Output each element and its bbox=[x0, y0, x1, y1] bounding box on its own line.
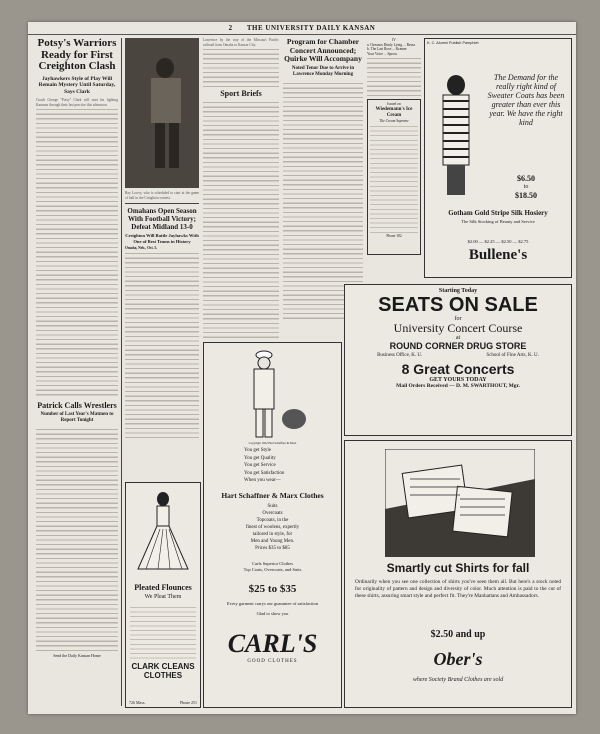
ice-cream-ad bbox=[367, 99, 421, 255]
article-body bbox=[130, 605, 196, 661]
subhead-potsy: Jayhawkers Style of Play Will Remain Mystery Until Saturday, Says Clark bbox=[38, 75, 116, 95]
concert-for: for bbox=[454, 316, 462, 322]
get-yours: GET YOURS TODAY bbox=[429, 377, 487, 383]
concert-course: University Concert Course bbox=[393, 321, 523, 335]
shirts-illustration bbox=[385, 449, 535, 557]
bullene-ad bbox=[424, 38, 572, 278]
article-body-wrestlers bbox=[36, 427, 118, 652]
shirts-headline: Smartly cut Shirts for fall bbox=[386, 561, 530, 575]
newspaper-page bbox=[28, 22, 576, 714]
shirts-copy: Ordinarily when you see one collection of shirts you've seen them all. But here's a stock noted for originality of pattern and design and diversity of color. Much attention is paid to the cut of these shirts, assuring smart style and perfect fit. They're Manhattans and Ambassadors. bbox=[355, 579, 561, 599]
masthead bbox=[28, 24, 576, 35]
column-rule bbox=[121, 38, 122, 706]
seats-on-sale: SEATS ON SALE bbox=[378, 294, 538, 316]
concert-ad bbox=[344, 284, 572, 436]
program-item-2: b. The Last Rose ... Kramer bbox=[367, 47, 407, 52]
hart-copy bbox=[204, 503, 341, 552]
mail-orders: Mail Orders Received — D. M. SWARTHOUT, Mgr. bbox=[396, 383, 520, 389]
article-body-potsy bbox=[36, 107, 118, 397]
article-lead-potsy: Coach George "Potsy" Clark will start his fighting Kansans through their last practice this afternoon. bbox=[36, 98, 118, 107]
fine-arts-office: School of Fine Arts, K. U. bbox=[486, 353, 539, 358]
hart-schaffner-brand: Hart Schaffner & Marx Clothes bbox=[221, 491, 324, 500]
you-get-quality: You get Quality bbox=[244, 455, 276, 461]
glad-to-show: Glad to show you bbox=[256, 611, 289, 616]
sport-briefs-body bbox=[203, 100, 279, 338]
hosiery-headline: Gotham Gold Stripe Silk Hosiery bbox=[448, 209, 548, 217]
clark-cleans-clothes: CLARK CLEANS CLOTHES bbox=[131, 662, 195, 680]
overcoats: Overcoats bbox=[262, 511, 283, 516]
you-get-service: You get Service bbox=[244, 463, 276, 468]
subhead-creighton: Creighton Will Battle Jayhawks With One of Best Teams in History bbox=[125, 233, 199, 244]
finest: finest of woolens, expertly bbox=[245, 525, 300, 530]
clark-cleaners-ad bbox=[125, 482, 201, 708]
sweater-copy: The Demand for the really right kind of Sweater Coats has been greater than ever this year. We have the right kind bbox=[487, 73, 565, 127]
hosiery-sub: The Silk Stocking of Beauty and Service bbox=[461, 219, 535, 224]
notice-sub: The Cream Supreme bbox=[379, 118, 409, 123]
headline-potsy: Potsy's Warriors Ready for First Creighton Clash bbox=[37, 38, 117, 72]
divider bbox=[125, 203, 199, 204]
alumni-note: K. C. Alumni Publish Pamphlet bbox=[427, 41, 479, 45]
bullene-logo: Bullene's bbox=[468, 247, 528, 263]
we-pleat: We Pleat Them bbox=[144, 594, 182, 600]
woman-sweater-illustration bbox=[431, 71, 481, 201]
football-player-photo bbox=[125, 38, 199, 188]
article-body bbox=[370, 124, 418, 234]
price-range: $25 to $35 bbox=[248, 583, 297, 595]
gentleman-illustration bbox=[234, 347, 314, 442]
dateline: Omaha, Neb., Oct. 5. bbox=[125, 246, 158, 251]
column-5 bbox=[367, 38, 421, 302]
program-item-1: a. Ozeanos Dimly Lying ... Reuss bbox=[367, 42, 416, 47]
program-item-3: Your Voice ... Spross bbox=[367, 51, 398, 56]
notice-title: Wiedemann's Ice Cream bbox=[375, 106, 413, 118]
topcoats: Topcoats, in the bbox=[256, 518, 289, 523]
carls-superior-line2: Top Coats, Overcoats, and Suits bbox=[243, 567, 302, 572]
you-get-satisfaction: You get Satisfaction bbox=[244, 470, 285, 476]
headline-omahans: Omahans Open Season With Football Victory; Defeat Midland 13-0 bbox=[127, 207, 197, 232]
copyright-caption: Copyright 1922 Hart Schaffner & Marx bbox=[248, 441, 297, 445]
price-to: to bbox=[523, 184, 529, 190]
article-body-omahans bbox=[125, 251, 199, 441]
when-you-wear: When you wear— bbox=[244, 478, 281, 483]
notice-head: Issued on bbox=[387, 102, 401, 107]
page-number: 2 bbox=[228, 24, 233, 32]
carls-superior-line1: Carls Superior Clothes bbox=[252, 561, 293, 566]
business-office: Business Office, K. U. bbox=[377, 353, 423, 358]
program-part: IV bbox=[392, 38, 396, 42]
notice-footer: Phone 182 bbox=[386, 233, 402, 238]
article-body bbox=[367, 56, 421, 96]
sport-briefs-head: Sport Briefs bbox=[220, 89, 262, 99]
footer-note: Send the Daily Kansan Home bbox=[53, 653, 101, 659]
column-3 bbox=[203, 38, 279, 338]
column-2 bbox=[125, 38, 199, 478]
eight-concerts: 8 Great Concerts bbox=[401, 361, 515, 377]
lead-text: Lawrence by the way of the Missouri Pacific railroad from Omaha to Kansas City. bbox=[203, 38, 279, 47]
player-figure-icon bbox=[125, 38, 199, 188]
obers-shirt-ad bbox=[344, 440, 572, 708]
clark-phone: Phone 251 bbox=[180, 700, 197, 705]
hosiery-prices: $2.00 — $2.25 — $2.50 — $2.75 bbox=[467, 239, 529, 244]
drug-store: ROUND CORNER DRUG STORE bbox=[389, 341, 527, 351]
headline-wrestlers: Patrick Calls Wrestlers bbox=[37, 401, 117, 411]
price-high: $18.50 bbox=[515, 191, 537, 200]
headline-concert: Program for Chamber Concert Announced; Quirke Will Accompany bbox=[284, 38, 362, 63]
tailored: tailored in style, for bbox=[252, 532, 293, 537]
shirts-price: $2.50 and up bbox=[430, 629, 486, 640]
men-young-men: Men and Young Men. bbox=[250, 539, 295, 544]
carls-tagline: GOOD CLOTHES bbox=[247, 659, 298, 664]
clark-contact bbox=[129, 700, 197, 705]
society-brand-tagline: where Society Brand Clothes are sold bbox=[412, 677, 504, 683]
price-low: $6.50 bbox=[517, 174, 535, 183]
obers-logo: Ober's bbox=[433, 649, 483, 669]
you-get-style: You get Style bbox=[244, 448, 271, 453]
article-body bbox=[203, 47, 279, 87]
clark-address: 726 Mass. bbox=[129, 700, 146, 705]
carls-logo: CARL'S bbox=[227, 629, 318, 658]
column-1 bbox=[36, 38, 118, 706]
pleated-flounces: Pleated Flounces bbox=[134, 583, 192, 592]
hart-prices: Prices $35 to $85 bbox=[255, 546, 290, 551]
guarantee: Every garment carrys our guarantee of satisfaction bbox=[227, 601, 318, 606]
starting-today: Starting Today bbox=[438, 288, 478, 294]
carls-superior bbox=[204, 561, 341, 573]
ticket-locations bbox=[345, 353, 571, 358]
you-get-list bbox=[244, 447, 284, 485]
pleated-dress-illustration bbox=[136, 489, 190, 579]
carls-clothing-ad bbox=[203, 342, 342, 708]
paper-title: THE UNIVERSITY DAILY KANSAN bbox=[246, 24, 376, 32]
concert-at: at bbox=[455, 335, 461, 341]
suits: Suits bbox=[267, 504, 278, 509]
subhead-tenor: Noted Tenor Due to Arrive in Lawrence Monday Morning bbox=[291, 65, 355, 77]
subhead-wrestlers: Number of Last Year's Matmen to Report Tonight bbox=[40, 412, 114, 424]
photo-caption: Ray Lowry, who is scheduled to start at the game of half in the Creighton contest. bbox=[125, 191, 199, 200]
